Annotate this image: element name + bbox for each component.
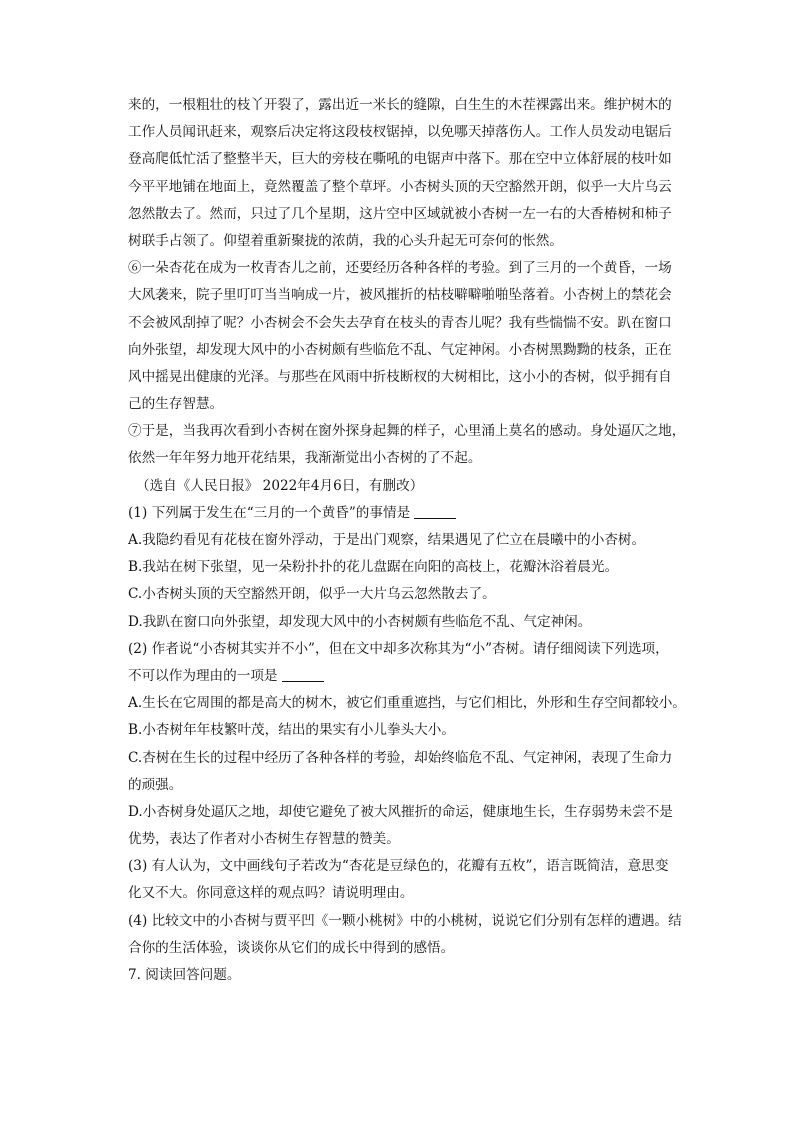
question-2-stem-cont [128, 663, 702, 690]
question-2-option-d: D.小杏树身处逼仄之地，却使它避免了被大风摧折的命运，健康地生长，生存弱势未尝不是 [128, 803, 673, 820]
passage-line: 依然一年年努力地开花结果，我渐渐觉出小杏树的了不起。 [128, 450, 482, 467]
question-2-option-d-cont: 优势，表达了作者对小杏树生存智慧的赞美。 [128, 831, 400, 848]
question-2-option-c: C.杏树在生长的过程中经历了各种各样的考验，却始终临危不乱、气定神闲，表现了生命力 [128, 749, 673, 766]
question-2-option-c-cont: 的顽强。 [128, 776, 183, 793]
question-1-option-c: C.小杏树头顶的天空豁然开朗，似乎一大片乌云忽然散去了。 [128, 586, 496, 603]
question-2-stem: (2) 作者说“小杏树其实并不小”，但在文中却多次称其为“小”杏树。请仔细阅读下列选项， [128, 640, 669, 657]
passage-line: 树联手占领了。仰望着重新聚拢的浓荫，我的心头升起无可奈何的怅然。 [128, 232, 563, 249]
question-1-text: (1) 下列属于发生在“三月的一个黄昏”的事情是 [128, 504, 411, 521]
answer-blank[interactable] [414, 502, 456, 519]
passage-line: ⑦于是，当我再次看到小杏树在窗外探身起舞的样子，心里涌上莫名的感动。身处逼仄之地， [128, 423, 686, 440]
source-note: （选自《人民日报》 2022年4月6日，有删改） [136, 477, 424, 494]
question-4-stem: (4) 比较文中的小杏树与贾平凹《一颗小桃树》中的小桃树，说说它们分别有怎样的遭遇。结 [128, 912, 682, 929]
answer-blank[interactable] [282, 665, 324, 682]
question-2-option-a: A.生长在它周围的都是高大的树木，被它们重重遮挡，与它们相比，外形和生存空间都较小。 [128, 695, 686, 712]
passage-line: 忽然散去了。然而，只过了几个星期，这片空中区域就被小杏树一左一右的大香椿树和柿子 [128, 205, 672, 222]
passage-line: ⑥一朵杏花在成为一枚青杏儿之前，还要经历各种各样的考验。到了三月的一个黄昏，一场 [128, 260, 672, 277]
question-4-stem-cont: 合你的生活体验，谈谈你从它们的成长中得到的感悟。 [128, 939, 455, 956]
passage-line: 来的，一根粗壮的枝丫开裂了，露出近一米长的缝隙，白生生的木茬裸露出来。维护树木的 [128, 97, 672, 113]
passage-line: 今平平地铺在地面上，竟然覆盖了整个草坪。小杏树头顶的天空豁然开朗，似乎一大片乌云 [128, 178, 672, 195]
passage-line: 风中摇晃出健康的光泽。与那些在风雨中折枝断杈的大树相比，这小小的杏树，似乎拥有自 [128, 368, 672, 385]
passage-line: 向外张望，却发现大风中的小杏树颇有些临危不乱、气定神闲。小杏树黑黝黝的枝条，正在 [128, 341, 672, 358]
question-3-stem-cont: 化又不大。你同意这样的观点吗？请说明理由。 [128, 885, 414, 902]
passage-line: 工作人员闻讯赶来，观察后决定将这段枝杈锯掉，以免哪天掉落伤人。工作人员发动电锯后 [128, 124, 672, 141]
document-page [128, 92, 702, 989]
question-1-option-b: B.我站在树下张望，见一朵粉扑扑的花儿盘踞在向阳的高枝上，花瓣沐浴着晨光。 [128, 559, 619, 576]
question-2-option-b: B.小杏树年年枝繁叶茂，结出的果实有小儿拳头大小。 [128, 722, 455, 739]
passage-line: 登高爬低忙活了整整半天，巨大的旁枝在嘶吼的电锯声中落下。那在空中立体舒展的枝叶如 [128, 151, 672, 168]
next-question-heading: 7. 阅读回答问题。 [128, 967, 241, 983]
question-3-stem: (3) 有人认为，文中画线句子若改为“杏花是豆绿色的，花瓣有五枚”，语言既简洁，意思变 [128, 858, 669, 875]
passage-line: 不会被风刮掉了呢？小杏树会不会失去孕育在枝头的青杏儿呢？我有些惴惴不安。趴在窗口 [128, 314, 672, 331]
question-1-option-a: A.我隐约看见有花枝在窗外浮动，于是出门观察，结果遇见了伫立在晨曦中的小杏树。 [128, 532, 646, 548]
passage-line: 大风袭来，院子里叮叮当当响成一片，被风摧折的枯枝噼噼啪啪坠落着。小杏树上的禁花会 [128, 287, 672, 304]
passage-line: 己的生存智慧。 [128, 396, 224, 413]
question-1-option-d: D.我趴在窗口向外张望，却发现大风中的小杏树颇有些临危不乱、气定神闲。 [128, 613, 592, 630]
question-1-stem [128, 500, 702, 527]
question-2-text: 不可以作为理由的一项是 [128, 667, 278, 684]
